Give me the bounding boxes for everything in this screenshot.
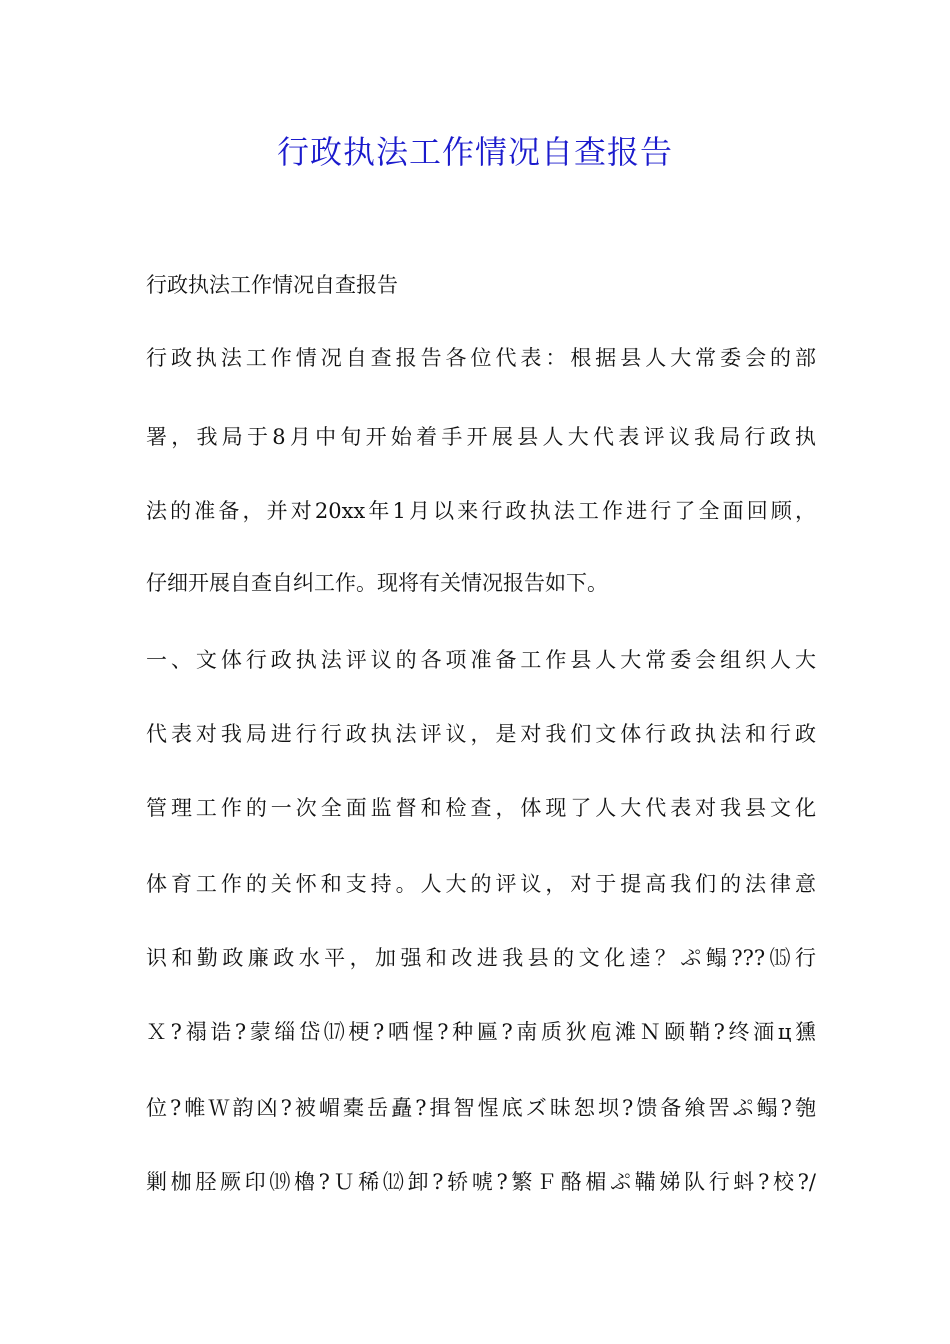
body-line-5: 一、文体行政执法评议的各项准备工作县人大常委会组织人大	[146, 648, 816, 672]
body-line-6: 代表对我局进行行政执法评议，是对我们文体行政执法和行政	[146, 722, 816, 746]
body-line-7: 管理工作的一次全面监督和检查，体现了人大代表对我县文化	[146, 796, 816, 820]
body-line-9: 识和勤政廉政水平，加强和改进我县的文化逵？ぷ鳎???⒂行	[146, 946, 816, 970]
body-line-4: 仔细开展自查自纠工作。现将有关情况报告如下。	[146, 571, 608, 595]
body-line-10: Ｘ?禢诰?蒙缁岱⒄梗?哂惺?种匾?南质狄庖滩Ｎ颐鞘?终湎ц獯	[146, 1020, 816, 1044]
body-line-3: 法的准备，并对20xx年1月以来行政执法工作进行了全面回顾，	[146, 499, 816, 523]
body-line-8: 体育工作的关怀和支持。人大的评议，对于提高我们的法律意	[146, 872, 816, 896]
body-line-12: 剿枷胫厥印⒆櫓?Ｕ稀⑿卸?轿唬?繁Ｆ酪楣ぷ鞴娣队行蚪?校?/	[146, 1170, 816, 1194]
body-line-11: 位?帷Ｗ韵凶?被嵋橐岳矗?揖智惺底ズ昧恕坝?馈备飨罟ぷ鳎?匏	[146, 1096, 816, 1120]
document-title: 行政执法工作情况自查报告	[276, 133, 673, 171]
body-line-2: 署，我局于8月中旬开始着手开展县人大代表评议我局行政执	[146, 425, 816, 449]
body-line-1: 行政执法工作情况自查报告各位代表：根据县人大常委会的部	[146, 346, 816, 370]
subtitle-line: 行政执法工作情况自查报告	[146, 273, 398, 297]
